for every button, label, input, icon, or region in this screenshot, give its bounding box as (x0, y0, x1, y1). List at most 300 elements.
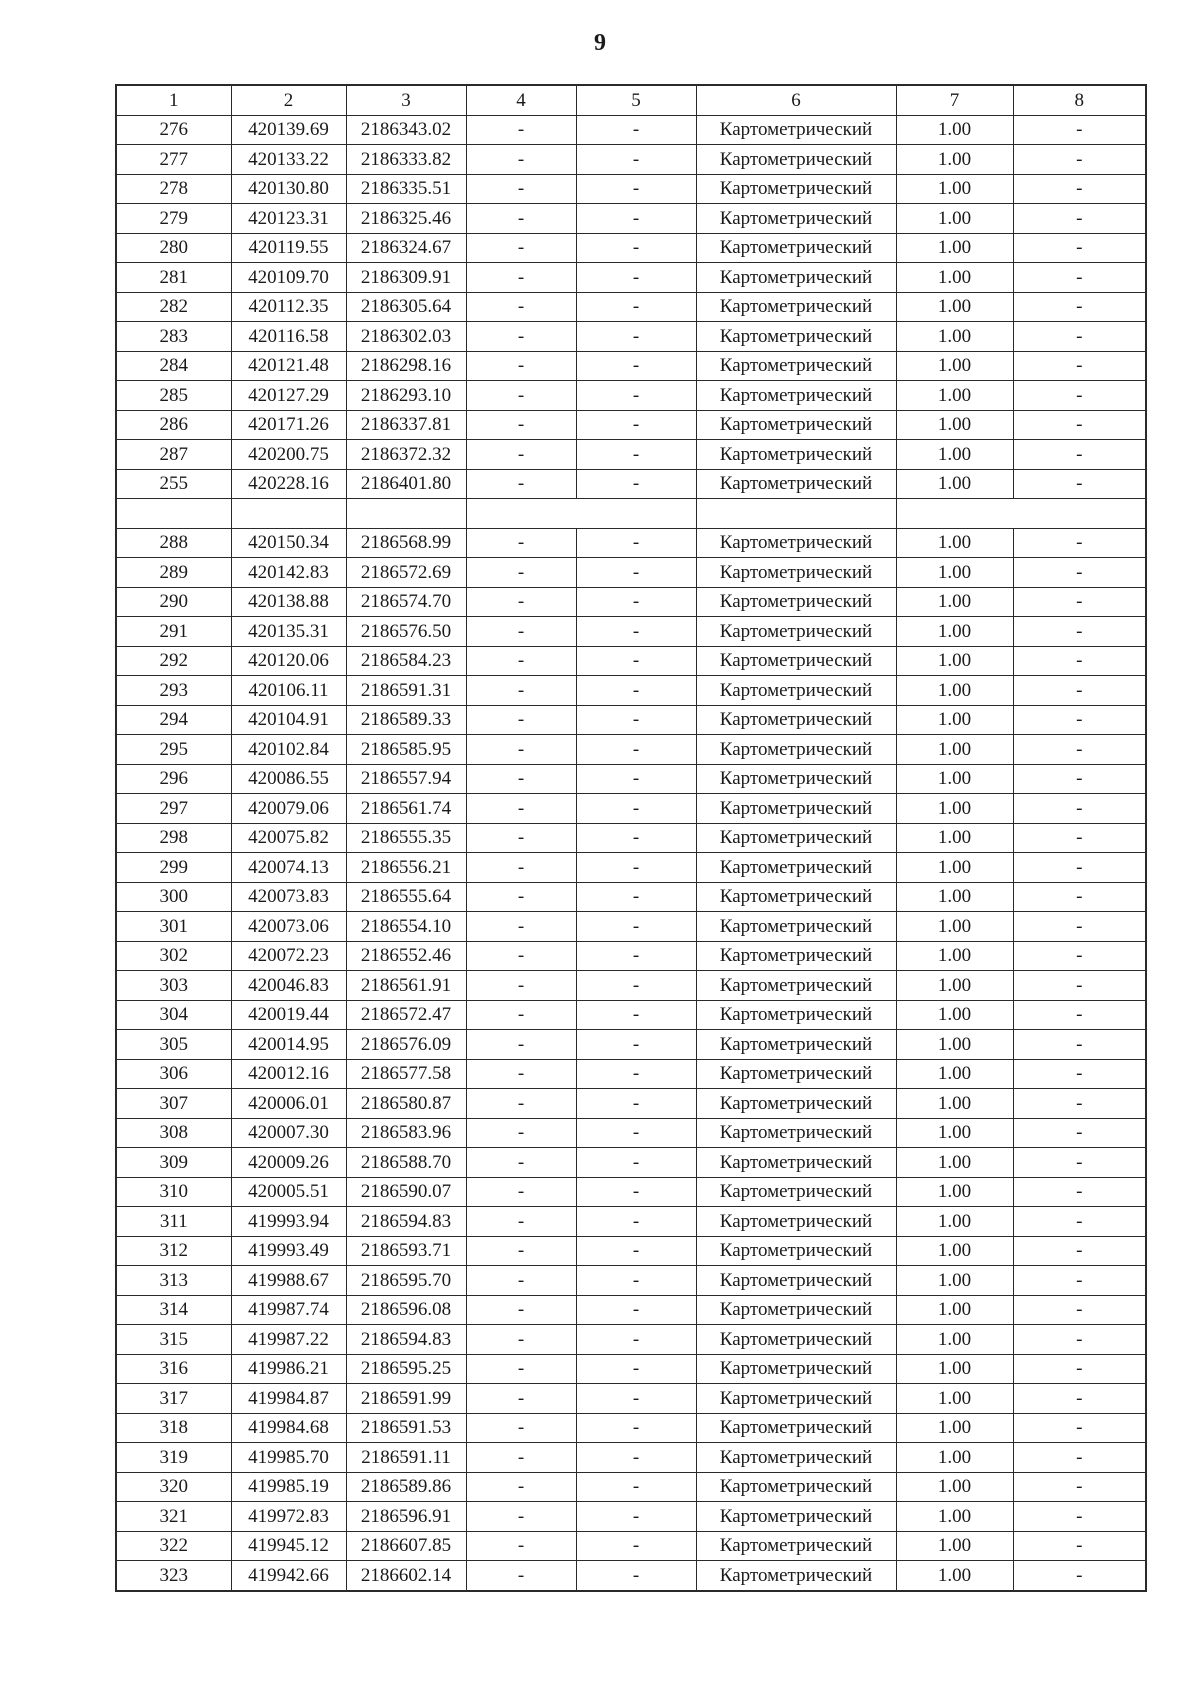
cell-col-8: - (1013, 1295, 1146, 1325)
cell-col-8: - (1013, 794, 1146, 824)
cell-col-8: - (1013, 1148, 1146, 1178)
cell-col-1: 299 (116, 853, 231, 883)
cell-col-6: Картометрический (696, 1059, 896, 1089)
cell-col-8: - (1013, 617, 1146, 647)
cell-col-8: - (1013, 351, 1146, 381)
cell-col-8: - (1013, 1384, 1146, 1414)
cell-col-7: 1.00 (896, 676, 1013, 706)
cell-col-8: - (1013, 941, 1146, 971)
cell-col-4: - (466, 1089, 576, 1119)
cell-col-5: - (576, 853, 696, 883)
table-row (116, 764, 1146, 794)
table-row (116, 1207, 1146, 1237)
cell-col-4: - (466, 705, 576, 735)
cell-col-2: 420007.30 (231, 1118, 346, 1148)
cell-col-3: 2186574.70 (346, 587, 466, 617)
cell-col-1: 312 (116, 1236, 231, 1266)
cell-col-6: Картометрический (696, 1502, 896, 1532)
cell-col-2: 420074.13 (231, 853, 346, 883)
cell-col-4: - (466, 1118, 576, 1148)
header-cell-col-4: 4 (466, 85, 576, 115)
cell-col-7: 1.00 (896, 381, 1013, 411)
cell-col-5: - (576, 587, 696, 617)
cell-col-6: Картометрический (696, 705, 896, 735)
cell-col-6: Картометрический (696, 322, 896, 352)
table-row (116, 823, 1146, 853)
cell-col-8: - (1013, 823, 1146, 853)
cell-col-6: Картометрический (696, 1295, 896, 1325)
separator-cell (696, 499, 896, 529)
table-row (116, 617, 1146, 647)
cell-col-6: Картометрический (696, 469, 896, 499)
cell-col-5: - (576, 823, 696, 853)
cell-col-4: - (466, 1177, 576, 1207)
cell-col-4: - (466, 440, 576, 470)
cell-col-8: - (1013, 469, 1146, 499)
cell-col-7: 1.00 (896, 971, 1013, 1001)
table-row (116, 1148, 1146, 1178)
cell-col-6: Картометрический (696, 794, 896, 824)
cell-col-1: 294 (116, 705, 231, 735)
cell-col-7: 1.00 (896, 1148, 1013, 1178)
cell-col-1: 295 (116, 735, 231, 765)
cell-col-4: - (466, 469, 576, 499)
cell-col-2: 420120.06 (231, 646, 346, 676)
cell-col-5: - (576, 440, 696, 470)
cell-col-5: - (576, 1177, 696, 1207)
cell-col-1: 276 (116, 115, 231, 145)
cell-col-1: 302 (116, 941, 231, 971)
cell-col-2: 420005.51 (231, 1177, 346, 1207)
cell-col-7: 1.00 (896, 145, 1013, 175)
cell-col-1: 320 (116, 1472, 231, 1502)
cell-col-2: 420130.80 (231, 174, 346, 204)
cell-col-3: 2186325.46 (346, 204, 466, 234)
cell-col-4: - (466, 1502, 576, 1532)
cell-col-4: - (466, 1266, 576, 1296)
table-row (116, 912, 1146, 942)
cell-col-1: 311 (116, 1207, 231, 1237)
cell-col-1: 304 (116, 1000, 231, 1030)
cell-col-6: Картометрический (696, 174, 896, 204)
cell-col-3: 2186298.16 (346, 351, 466, 381)
cell-col-6: Картометрический (696, 941, 896, 971)
table-row (116, 1325, 1146, 1355)
cell-col-8: - (1013, 1472, 1146, 1502)
cell-col-8: - (1013, 1443, 1146, 1473)
cell-col-3: 2186555.35 (346, 823, 466, 853)
cell-col-1: 309 (116, 1148, 231, 1178)
cell-col-7: 1.00 (896, 1561, 1013, 1591)
cell-col-5: - (576, 351, 696, 381)
cell-col-3: 2186555.64 (346, 882, 466, 912)
cell-col-7: 1.00 (896, 1089, 1013, 1119)
cell-col-2: 420072.23 (231, 941, 346, 971)
cell-col-7: 1.00 (896, 1118, 1013, 1148)
cell-col-2: 420009.26 (231, 1148, 346, 1178)
cell-col-6: Картометрический (696, 528, 896, 558)
cell-col-2: 420139.69 (231, 115, 346, 145)
cell-col-5: - (576, 1236, 696, 1266)
cell-col-8: - (1013, 646, 1146, 676)
cell-col-1: 286 (116, 410, 231, 440)
cell-col-8: - (1013, 1236, 1146, 1266)
cell-col-6: Картометрический (696, 1207, 896, 1237)
cell-col-3: 2186591.11 (346, 1443, 466, 1473)
cell-col-7: 1.00 (896, 1030, 1013, 1060)
cell-col-6: Картометрический (696, 233, 896, 263)
cell-col-6: Картометрический (696, 1531, 896, 1561)
cell-col-2: 420014.95 (231, 1030, 346, 1060)
separator-cell (231, 499, 346, 529)
cell-col-4: - (466, 1059, 576, 1089)
cell-col-5: - (576, 735, 696, 765)
cell-col-5: - (576, 1059, 696, 1089)
cell-col-8: - (1013, 1177, 1146, 1207)
cell-col-4: - (466, 1148, 576, 1178)
table-row (116, 1531, 1146, 1561)
cell-col-1: 289 (116, 558, 231, 588)
separator-cell (116, 499, 231, 529)
cell-col-7: 1.00 (896, 705, 1013, 735)
table-row (116, 1384, 1146, 1414)
cell-col-6: Картометрический (696, 145, 896, 175)
cell-col-8: - (1013, 440, 1146, 470)
cell-col-7: 1.00 (896, 735, 1013, 765)
cell-col-1: 313 (116, 1266, 231, 1296)
table-row (116, 1502, 1146, 1532)
cell-col-3: 2186607.85 (346, 1531, 466, 1561)
cell-col-8: - (1013, 322, 1146, 352)
cell-col-7: 1.00 (896, 823, 1013, 853)
table-row (116, 676, 1146, 706)
cell-col-5: - (576, 1443, 696, 1473)
cell-col-8: - (1013, 705, 1146, 735)
cell-col-6: Картометрический (696, 1000, 896, 1030)
cell-col-5: - (576, 322, 696, 352)
cell-col-6: Картометрический (696, 1413, 896, 1443)
cell-col-1: 317 (116, 1384, 231, 1414)
cell-col-6: Картометрический (696, 764, 896, 794)
cell-col-8: - (1013, 115, 1146, 145)
cell-col-1: 284 (116, 351, 231, 381)
cell-col-3: 2186572.69 (346, 558, 466, 588)
cell-col-4: - (466, 1000, 576, 1030)
cell-col-8: - (1013, 764, 1146, 794)
cell-col-5: - (576, 115, 696, 145)
cell-col-6: Картометрический (696, 1384, 896, 1414)
cell-col-2: 420150.34 (231, 528, 346, 558)
cell-col-7: 1.00 (896, 1354, 1013, 1384)
cell-col-6: Картометрический (696, 292, 896, 322)
table-row (116, 646, 1146, 676)
cell-col-7: 1.00 (896, 587, 1013, 617)
cell-col-5: - (576, 1413, 696, 1443)
cell-col-7: 1.00 (896, 941, 1013, 971)
cell-col-5: - (576, 705, 696, 735)
cell-col-7: 1.00 (896, 440, 1013, 470)
cell-col-8: - (1013, 735, 1146, 765)
cell-col-4: - (466, 1531, 576, 1561)
cell-col-6: Картометрический (696, 115, 896, 145)
cell-col-8: - (1013, 1000, 1146, 1030)
cell-col-2: 419985.19 (231, 1472, 346, 1502)
cell-col-3: 2186593.71 (346, 1236, 466, 1266)
cell-col-1: 300 (116, 882, 231, 912)
table-row (116, 1236, 1146, 1266)
cell-col-4: - (466, 735, 576, 765)
header-cell-col-3: 3 (346, 85, 466, 115)
cell-col-2: 419986.21 (231, 1354, 346, 1384)
cell-col-6: Картометрический (696, 1236, 896, 1266)
cell-col-3: 2186584.23 (346, 646, 466, 676)
cell-col-4: - (466, 794, 576, 824)
cell-col-3: 2186309.91 (346, 263, 466, 293)
table-row (116, 145, 1146, 175)
cell-col-3: 2186324.67 (346, 233, 466, 263)
header-cell-col-5: 5 (576, 85, 696, 115)
cell-col-3: 2186561.74 (346, 794, 466, 824)
cell-col-2: 420073.83 (231, 882, 346, 912)
cell-col-6: Картометрический (696, 1443, 896, 1473)
cell-col-2: 420046.83 (231, 971, 346, 1001)
cell-col-5: - (576, 263, 696, 293)
cell-col-2: 420228.16 (231, 469, 346, 499)
cell-col-6: Картометрический (696, 853, 896, 883)
cell-col-6: Картометрический (696, 381, 896, 411)
table-body (116, 85, 1146, 1591)
cell-col-2: 420109.70 (231, 263, 346, 293)
cell-col-5: - (576, 1089, 696, 1119)
cell-col-8: - (1013, 1325, 1146, 1355)
table-row (116, 528, 1146, 558)
cell-col-8: - (1013, 587, 1146, 617)
cell-col-1: 277 (116, 145, 231, 175)
table-row (116, 1177, 1146, 1207)
cell-col-1: 315 (116, 1325, 231, 1355)
cell-col-5: - (576, 204, 696, 234)
cell-col-8: - (1013, 1059, 1146, 1089)
cell-col-6: Картометрический (696, 1472, 896, 1502)
cell-col-1: 321 (116, 1502, 231, 1532)
cell-col-2: 420012.16 (231, 1059, 346, 1089)
cell-col-5: - (576, 174, 696, 204)
cell-col-2: 420127.29 (231, 381, 346, 411)
cell-col-2: 420006.01 (231, 1089, 346, 1119)
cell-col-7: 1.00 (896, 764, 1013, 794)
cell-col-8: - (1013, 676, 1146, 706)
cell-col-3: 2186293.10 (346, 381, 466, 411)
cell-col-2: 419987.74 (231, 1295, 346, 1325)
cell-col-5: - (576, 1148, 696, 1178)
cell-col-8: - (1013, 1207, 1146, 1237)
cell-col-6: Картометрический (696, 351, 896, 381)
cell-col-7: 1.00 (896, 1295, 1013, 1325)
cell-col-1: 319 (116, 1443, 231, 1473)
cell-col-2: 420112.35 (231, 292, 346, 322)
cell-col-3: 2186554.10 (346, 912, 466, 942)
cell-col-6: Картометрический (696, 1325, 896, 1355)
cell-col-3: 2186556.21 (346, 853, 466, 883)
cell-col-4: - (466, 912, 576, 942)
cell-col-8: - (1013, 528, 1146, 558)
cell-col-1: 310 (116, 1177, 231, 1207)
cell-col-4: - (466, 587, 576, 617)
cell-col-2: 420075.82 (231, 823, 346, 853)
cell-col-7: 1.00 (896, 1059, 1013, 1089)
cell-col-8: - (1013, 292, 1146, 322)
cell-col-6: Картометрический (696, 263, 896, 293)
header-cell-col-1: 1 (116, 85, 231, 115)
cell-col-2: 419984.87 (231, 1384, 346, 1414)
cell-col-4: - (466, 941, 576, 971)
cell-col-1: 308 (116, 1118, 231, 1148)
cell-col-5: - (576, 1531, 696, 1561)
cell-col-2: 420123.31 (231, 204, 346, 234)
cell-col-8: - (1013, 381, 1146, 411)
table-row (116, 1472, 1146, 1502)
cell-col-2: 420133.22 (231, 145, 346, 175)
cell-col-4: - (466, 1561, 576, 1591)
cell-col-6: Картометрический (696, 1177, 896, 1207)
cell-col-4: - (466, 676, 576, 706)
cell-col-8: - (1013, 204, 1146, 234)
cell-col-4: - (466, 1030, 576, 1060)
cell-col-2: 419988.67 (231, 1266, 346, 1296)
cell-col-4: - (466, 292, 576, 322)
cell-col-8: - (1013, 233, 1146, 263)
table-row (116, 971, 1146, 1001)
cell-col-4: - (466, 115, 576, 145)
cell-col-7: 1.00 (896, 1325, 1013, 1355)
cell-col-6: Картометрический (696, 971, 896, 1001)
cell-col-6: Картометрический (696, 1148, 896, 1178)
cell-col-6: Картометрический (696, 587, 896, 617)
cell-col-6: Картометрический (696, 1118, 896, 1148)
cell-col-3: 2186594.83 (346, 1325, 466, 1355)
header-cell-col-2: 2 (231, 85, 346, 115)
cell-col-1: 255 (116, 469, 231, 499)
cell-col-3: 2186577.58 (346, 1059, 466, 1089)
cell-col-5: - (576, 1384, 696, 1414)
table-row (116, 705, 1146, 735)
cell-col-2: 420086.55 (231, 764, 346, 794)
cell-col-1: 307 (116, 1089, 231, 1119)
table-row (116, 410, 1146, 440)
cell-col-7: 1.00 (896, 1000, 1013, 1030)
table-row (116, 263, 1146, 293)
cell-col-7: 1.00 (896, 233, 1013, 263)
cell-col-2: 420104.91 (231, 705, 346, 735)
cell-col-8: - (1013, 882, 1146, 912)
cell-col-5: - (576, 558, 696, 588)
cell-col-7: 1.00 (896, 263, 1013, 293)
cell-col-6: Картометрический (696, 1354, 896, 1384)
separator-cell (896, 499, 1146, 529)
table-row (116, 440, 1146, 470)
cell-col-8: - (1013, 853, 1146, 883)
cell-col-1: 298 (116, 823, 231, 853)
cell-col-7: 1.00 (896, 528, 1013, 558)
cell-col-5: - (576, 912, 696, 942)
header-cell-col-6: 6 (696, 85, 896, 115)
table-row (116, 882, 1146, 912)
cell-col-7: 1.00 (896, 292, 1013, 322)
cell-col-1: 305 (116, 1030, 231, 1060)
cell-col-1: 296 (116, 764, 231, 794)
cell-col-3: 2186580.87 (346, 1089, 466, 1119)
cell-col-6: Картометрический (696, 1030, 896, 1060)
cell-col-3: 2186576.50 (346, 617, 466, 647)
cell-col-6: Картометрический (696, 1561, 896, 1591)
table-row (116, 381, 1146, 411)
cell-col-3: 2186590.07 (346, 1177, 466, 1207)
cell-col-3: 2186595.25 (346, 1354, 466, 1384)
table-row (116, 204, 1146, 234)
cell-col-8: - (1013, 912, 1146, 942)
cell-col-7: 1.00 (896, 115, 1013, 145)
cell-col-8: - (1013, 145, 1146, 175)
cell-col-3: 2186596.91 (346, 1502, 466, 1532)
cell-col-1: 316 (116, 1354, 231, 1384)
cell-col-1: 290 (116, 587, 231, 617)
cell-col-4: - (466, 204, 576, 234)
cell-col-7: 1.00 (896, 912, 1013, 942)
separator-cell (346, 499, 466, 529)
cell-col-6: Картометрический (696, 646, 896, 676)
cell-col-5: - (576, 1561, 696, 1591)
cell-col-4: - (466, 233, 576, 263)
cell-col-4: - (466, 1354, 576, 1384)
table-header-row (116, 85, 1146, 115)
cell-col-4: - (466, 1207, 576, 1237)
cell-col-8: - (1013, 558, 1146, 588)
cell-col-3: 2186588.70 (346, 1148, 466, 1178)
cell-col-8: - (1013, 1531, 1146, 1561)
cell-col-3: 2186552.46 (346, 941, 466, 971)
cell-col-7: 1.00 (896, 1177, 1013, 1207)
cell-col-3: 2186591.31 (346, 676, 466, 706)
table-row (116, 1561, 1146, 1591)
coordinates-table (115, 84, 1147, 1592)
cell-col-3: 2186557.94 (346, 764, 466, 794)
table-row (116, 469, 1146, 499)
cell-col-6: Картометрический (696, 617, 896, 647)
cell-col-8: - (1013, 1118, 1146, 1148)
cell-col-8: - (1013, 263, 1146, 293)
table-row (116, 1354, 1146, 1384)
cell-col-2: 419972.83 (231, 1502, 346, 1532)
cell-col-7: 1.00 (896, 882, 1013, 912)
cell-col-7: 1.00 (896, 351, 1013, 381)
cell-col-4: - (466, 971, 576, 1001)
cell-col-3: 2186602.14 (346, 1561, 466, 1591)
cell-col-5: - (576, 646, 696, 676)
cell-col-3: 2186589.86 (346, 1472, 466, 1502)
cell-col-1: 323 (116, 1561, 231, 1591)
cell-col-6: Картометрический (696, 823, 896, 853)
header-cell-col-7: 7 (896, 85, 1013, 115)
cell-col-5: - (576, 971, 696, 1001)
cell-col-2: 419993.49 (231, 1236, 346, 1266)
separator-cell (466, 499, 696, 529)
table-separator-row (116, 499, 1146, 529)
table-row (116, 351, 1146, 381)
cell-col-1: 287 (116, 440, 231, 470)
cell-col-3: 2186568.99 (346, 528, 466, 558)
cell-col-2: 419984.68 (231, 1413, 346, 1443)
cell-col-7: 1.00 (896, 204, 1013, 234)
